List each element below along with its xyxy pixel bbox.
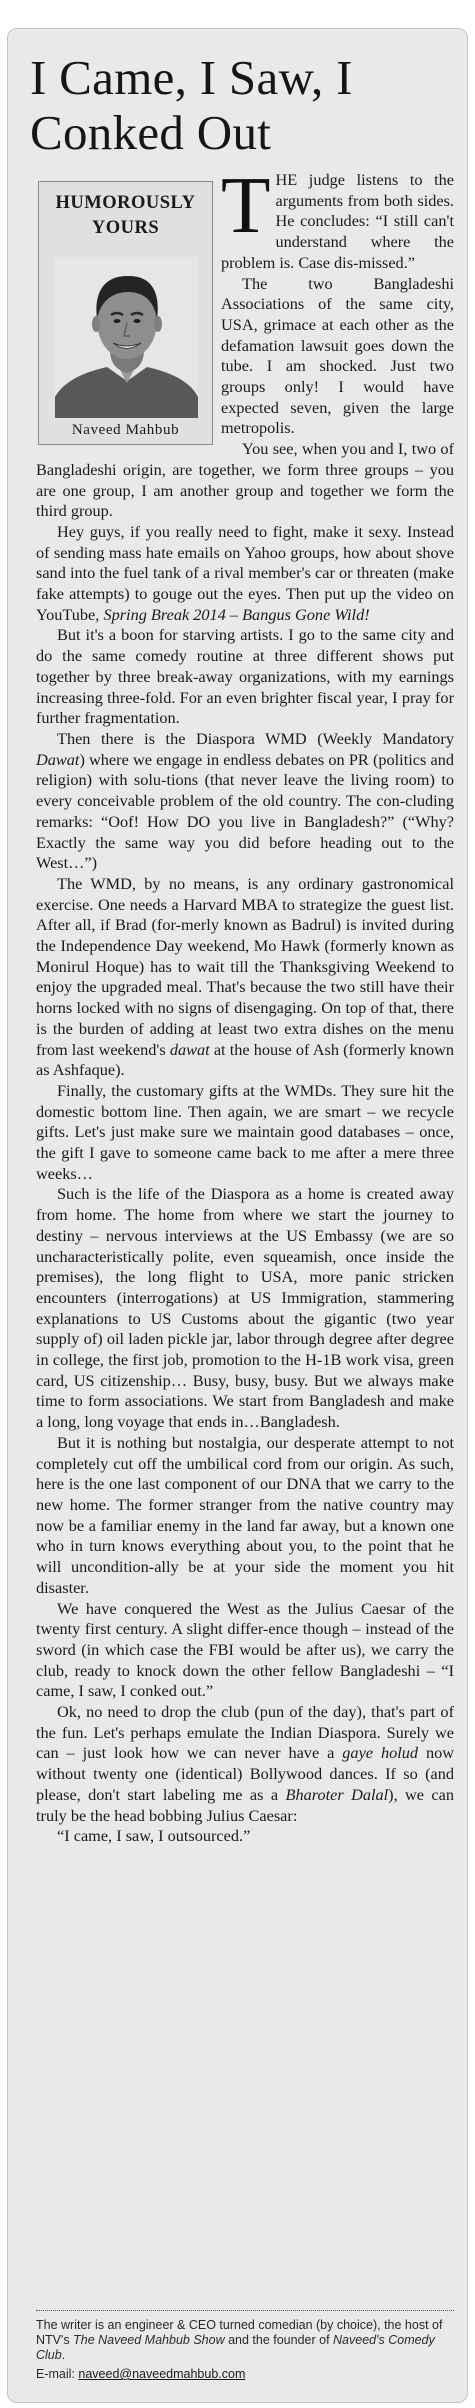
paragraph: You see, when you and I, two of Bangladeshi origin, are together, we form three groups – you are one group, I am another group and together we form the third group. xyxy=(36,439,454,521)
column-badge xyxy=(38,181,213,445)
paragraph: Hey guys, if you really need to fight, make it sexy. Instead of sending mass hate emails on Yahoo groups, how about shove sand into the fuel tank of a rival member's car or threaten (make fake attempts) to gouge out the eyes. Then put up the video on YouTube, Spring Break 2014 – Bangus Gone Wild! xyxy=(36,521,454,624)
paragraph: Then there is the Diaspora WMD (Weekly Mandatory Dawat) where we engage in endless debates on PR (politics and religion) with solu-tions (that never leave the living room) to every conceivable problem of the old country. The con-cluding remarks: “Oof! How DO you live in Bangladesh?” (“Why? Exactly the same way you did before heading out to the West…”) xyxy=(36,728,454,873)
footer-divider xyxy=(36,2310,454,2311)
email-line xyxy=(36,2367,454,2382)
paragraph: Such is the life of the Diaspora as a home is created away from home. The home from where we start the journey to destiny – nervous interviews at the US Embassy (we are so uncharacteristically polite, even squeamish, once inside the premises), the long flight to USA, more panic stricken encounters (interrogations) at US Immigration, stammering explanations to US Customs about the gigantic (two year supply of) oil laden pickle jar, labor through degree after degree in college, the first job, promotion to the H-1B work visa, green card, US citizenship… Busy, busy, busy. But we always make time to form associations. We start from Bangladesh and make a long, long voyage that ends in…Bangladesh. xyxy=(36,1184,454,1432)
paragraph: Finally, the customary gifts at the WMDs. They sure hit the domestic bottom line. Then again, we are smart – we recycle gifts. Let's just make sure we maintain good databases – once, the gift I gave to someone came back to me after a mere three weeks… xyxy=(36,1080,454,1183)
paragraph: The WMD, by no means, is any ordinary gastronomical exercise. One needs a Harvard MBA to strategize the guest list. After all, if Brad (for-merly known as Badrul) is invited during the Independence Day weekend, Mo Hawk (formerly known as Monirul Hoque) has to wait till the Thanksgiving Weekend to enjoy the upgraded meal. That's because the two still have their horns locked with no signs of disengaging. On top of that, there is the burden of adding at least two extra dishes on the menu from last weekend's dawat at the house of Ash (formerly known as Ashfaque). xyxy=(36,873,454,1080)
email-label: E-mail: xyxy=(36,2367,75,2381)
paragraph: The two Bangladeshi Associations of the same city, USA, grimace at each other as the defamation lawsuit goes down the tube. I am shocked. Just two groups only! I would have expected seven, given the large metropolis. xyxy=(221,273,454,438)
paragraph: But it's a boon for starving artists. I go to the same city and do the same comedy routine at three different shows put together by three break-away organizations, with my earnings increasing three-fold. For an even brighter fiscal year, I pray for further fragmentation. xyxy=(36,625,454,728)
lead-text: HE judge listens to the arguments from both sides. He concludes: “I still can't understand where the problem is. Case dis-missed.” xyxy=(221,170,454,272)
author-portrait-image xyxy=(55,257,198,418)
author-bio xyxy=(36,2318,454,2382)
paragraph: We have conquered the West as the Julius Caesar of the twenty first century. A slight differ-ence though – instead of the sword (in which case the FBI would be after us), we carry the club, ready to knock down the other fellow Bangladeshi – “I came, I saw, I conked out.” xyxy=(36,1598,454,1701)
article-headline: I Came, I Saw, I Conked Out xyxy=(30,50,353,160)
paragraph: But it is nothing but nostalgia, our desperate attempt to not completely cut off the umbilical cord from our origin. As such, here is the one last component of our DNA that we carry to the new home. The former stranger from the native country may now be a familiar enemy in the land far away, but a known one who in turn knows everything about you, to the point that he will uncondition-ally be at your side the moment you hit disaster. xyxy=(36,1432,454,1597)
column-title: HUMOROUSLY YOURS xyxy=(55,193,196,238)
video-title: Spring Break 2014 – Bangus Gone Wild! xyxy=(103,604,370,624)
bio-text: The writer is an engineer & CEO turned comedian (by choice), the host of NTV's The Naveed Mahbub Show and the founder of Naveed's Comedy Club. xyxy=(36,2318,443,2362)
paragraph: Ok, no need to drop the club (pun of the day), that's part of the fun. Let's perhaps emulate the Indian Diaspora. Surely we can – just look how we can never have a gaye holud now without twenty one (identical) Bollywood dances. If so (and please, don't start labeling me as a Bharoter Dalal), we can truly be the head bobbing Julius Caesar: xyxy=(36,1702,455,1825)
closing-quote: “I came, I saw, I outsourced.” xyxy=(57,1826,251,1846)
author-photo xyxy=(55,257,198,418)
email-link[interactable]: naveed@naveedmahbub.com xyxy=(78,2367,246,2381)
author-name: Naveed Mahbub xyxy=(71,422,180,438)
drop-cap: T xyxy=(221,160,271,250)
